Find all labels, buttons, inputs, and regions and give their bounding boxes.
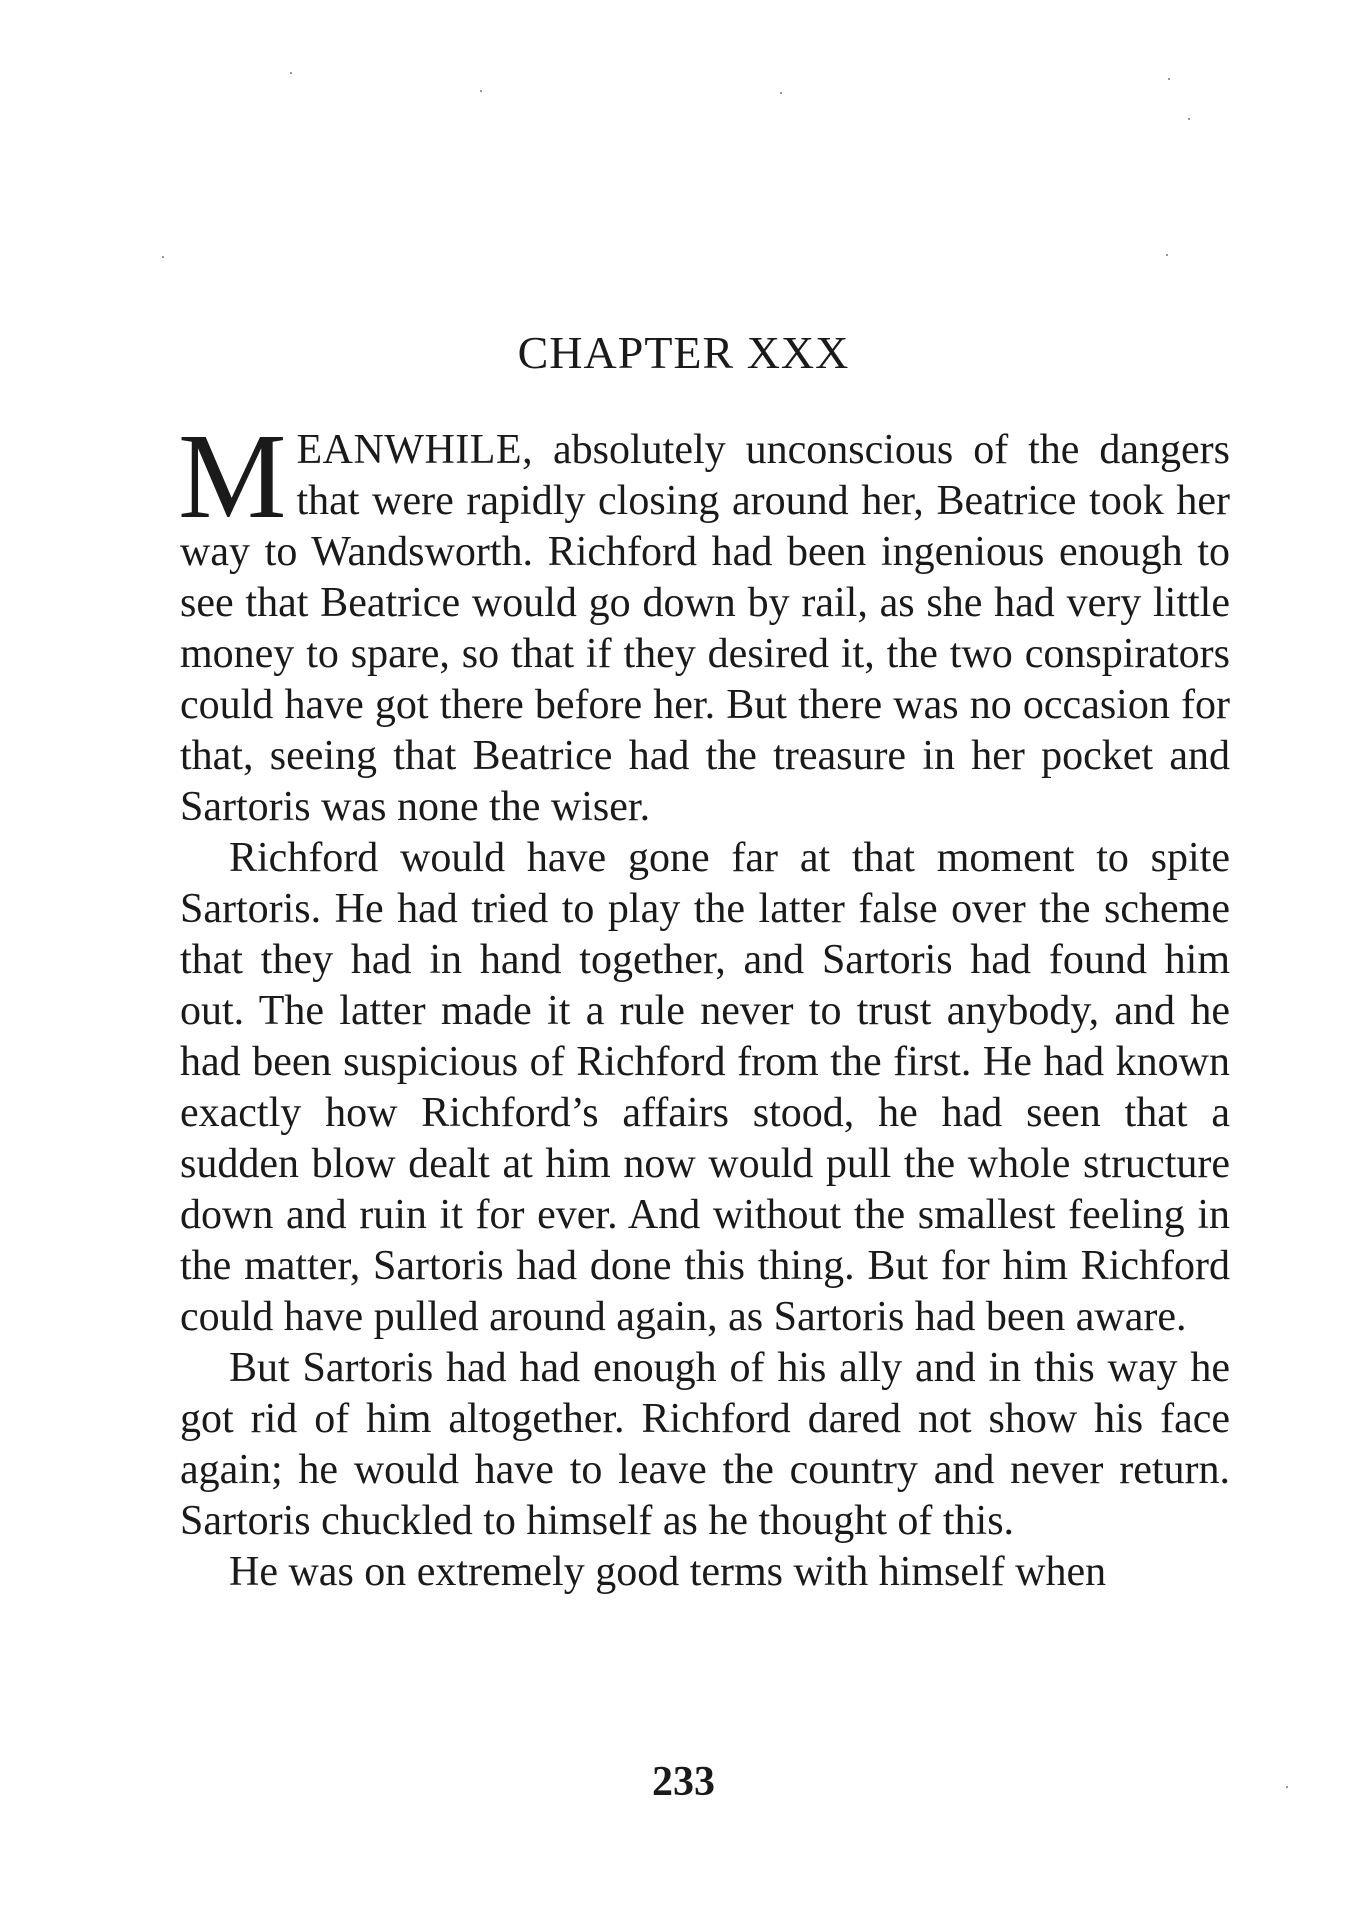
drop-cap: M bbox=[178, 409, 287, 544]
scan-speck bbox=[780, 92, 782, 94]
scan-speck bbox=[1286, 1786, 1288, 1788]
scan-speck bbox=[162, 256, 164, 258]
paragraph-1 bbox=[178, 409, 1230, 833]
scan-speck bbox=[1166, 254, 1168, 256]
page-number: 233 bbox=[652, 1759, 715, 1805]
chapter-heading: CHAPTER XXX bbox=[517, 327, 850, 378]
paragraph-4: He was on extremely good terms with himself when bbox=[229, 1549, 1107, 1595]
body-text bbox=[178, 409, 1230, 1598]
scan-speck bbox=[1188, 118, 1190, 120]
scan-speck bbox=[480, 90, 482, 92]
paragraph-1-text: absolutely unconscious of the dangers that were rapidly closing around her, Beatrice took her way to Wandsworth. Richford had been ingenious enough to see that Beatrice would go down by rail, as she had very little money to spare, so that if they desired it, the two conspirators could have got there before her. But there was no occasion for that, seeing that Beatrice had the treasure in her pocket and Sartoris was none the wiser. bbox=[180, 427, 1230, 830]
scan-speck bbox=[290, 72, 292, 74]
first-word: EANWHILE, bbox=[296, 427, 534, 473]
paragraph-2: Richford would have gone far at that moment to spite Sartoris. He had tried to play the latter false over the scheme that they had in hand together, and Sartoris had found him out. The latter made it a rule never to trust anybody, and he had been suspicious of Richford from the first. He had known exactly how Richford’s affairs stood, he had seen that a sudden blow dealt at him now would pull the whole structure down and ruin it for ever. And without the smallest feeling in the matter, Sartoris had done this thing. But for him Richford could have pulled around again, as Sartoris had been aware. bbox=[180, 835, 1230, 1340]
scan-speck bbox=[1168, 78, 1170, 80]
paragraph-3: But Sartoris had had enough of his ally and in this way he got rid of him altogether. Richford dared not show his face again; he would have to leave the country and never return. Sartoris chuckled to himself as he thought of this. bbox=[180, 1345, 1230, 1544]
